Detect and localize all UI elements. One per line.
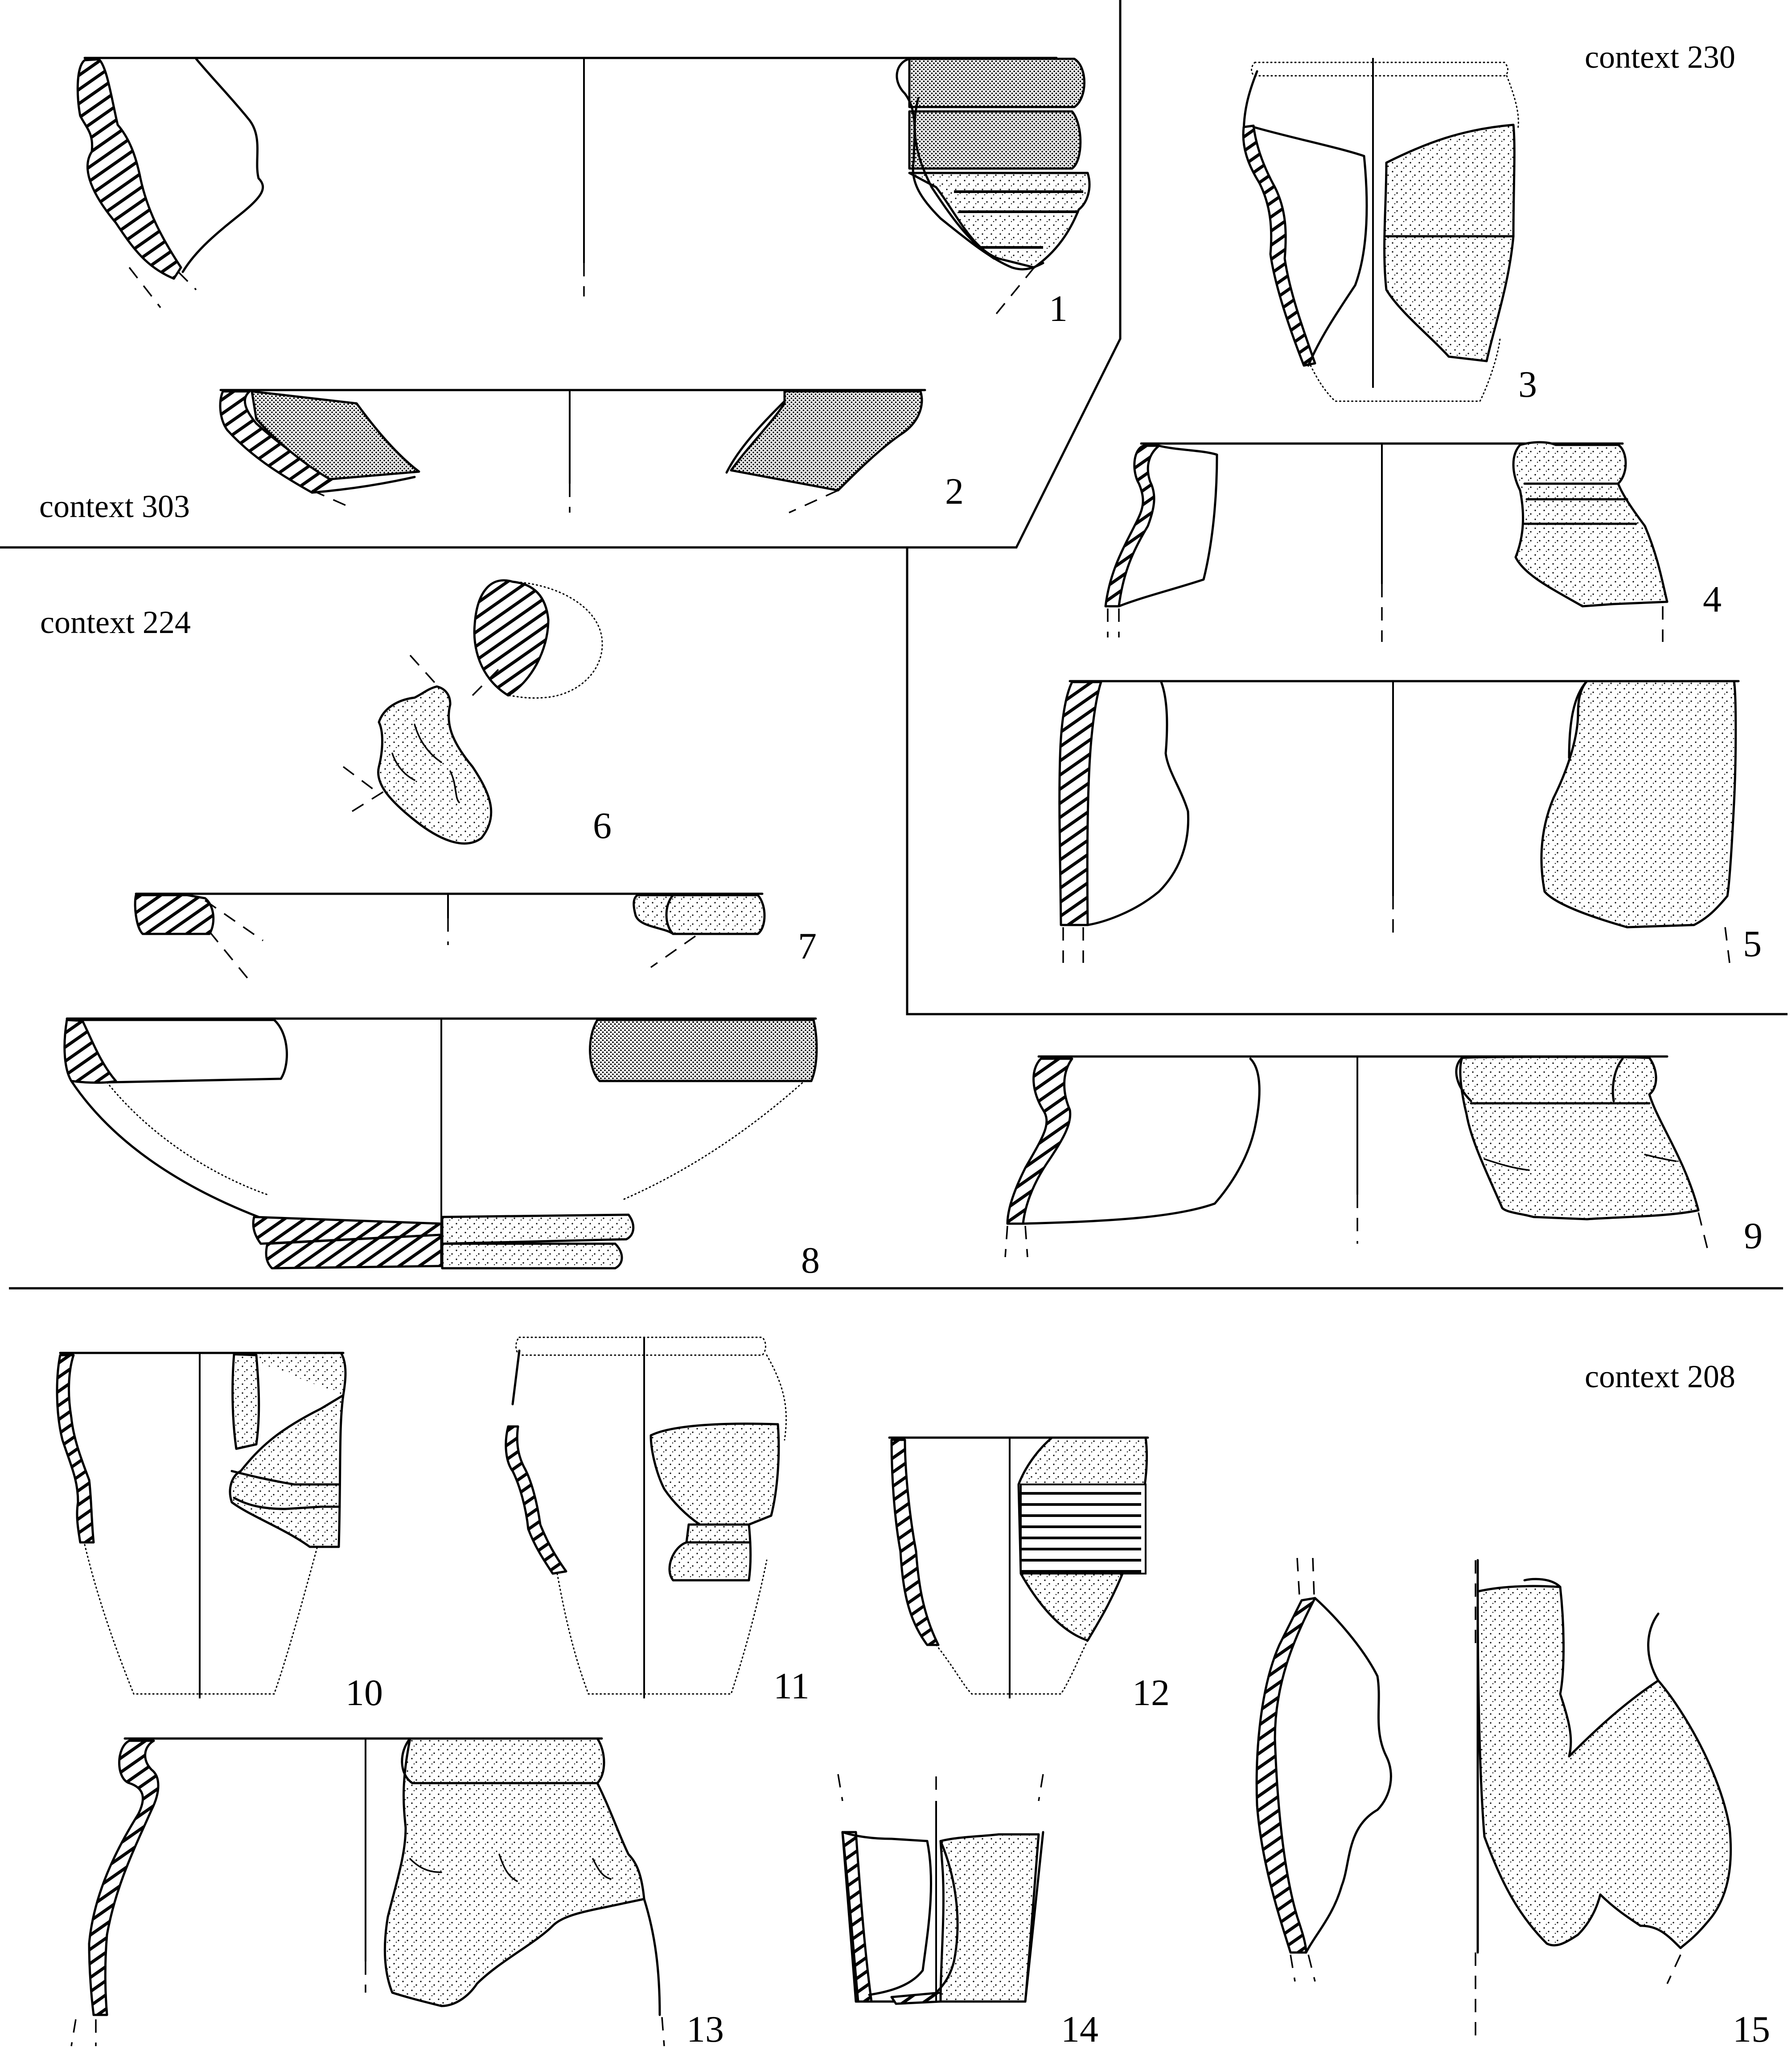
context-230-label: context 230 [1585, 39, 1735, 75]
figure-number-9: 9 [1744, 1215, 1763, 1257]
vessel-drawing-12 [889, 1438, 1170, 1714]
figure-number-5: 5 [1743, 923, 1762, 965]
figure-number-1: 1 [1049, 288, 1068, 329]
figure-number-4: 4 [1703, 579, 1722, 620]
vessel-drawing-5 [1060, 681, 1762, 965]
context-303-label: context 303 [39, 489, 190, 524]
vessel-drawing-10 [57, 1353, 383, 1714]
figure-number-7: 7 [798, 925, 817, 967]
vessel-drawing-3 [1243, 58, 1537, 405]
figure-number-13: 13 [686, 2009, 724, 2047]
vessel-drawing-4 [1106, 442, 1722, 642]
vessel-drawing-9 [1005, 1056, 1763, 1257]
figure-number-6: 6 [593, 805, 612, 847]
figure-number-14: 14 [1061, 2009, 1098, 2047]
figure-number-2: 2 [945, 471, 964, 512]
figure-number-11: 11 [773, 1665, 810, 1707]
vessel-drawing-8 [65, 1019, 820, 1281]
vessel-drawing-15 [1257, 1558, 1770, 2047]
context-208-label: context 208 [1585, 1359, 1735, 1394]
vessel-drawing-6 [343, 580, 612, 847]
vessel-drawing-13 [71, 1739, 724, 2047]
vessel-drawing-14 [838, 1774, 1098, 2047]
vessel-drawing-2 [220, 390, 964, 513]
figure-number-8: 8 [801, 1240, 820, 1281]
figure-number-15: 15 [1733, 2009, 1770, 2047]
figure-number-10: 10 [345, 1672, 383, 1714]
vessel-drawing-11 [506, 1337, 810, 1707]
figure-number-12: 12 [1132, 1672, 1170, 1714]
vessel-drawing-7 [135, 894, 817, 981]
figure-number-3: 3 [1518, 364, 1537, 405]
vessel-drawing-1 [78, 58, 1089, 329]
context-224-label: context 224 [40, 604, 191, 640]
